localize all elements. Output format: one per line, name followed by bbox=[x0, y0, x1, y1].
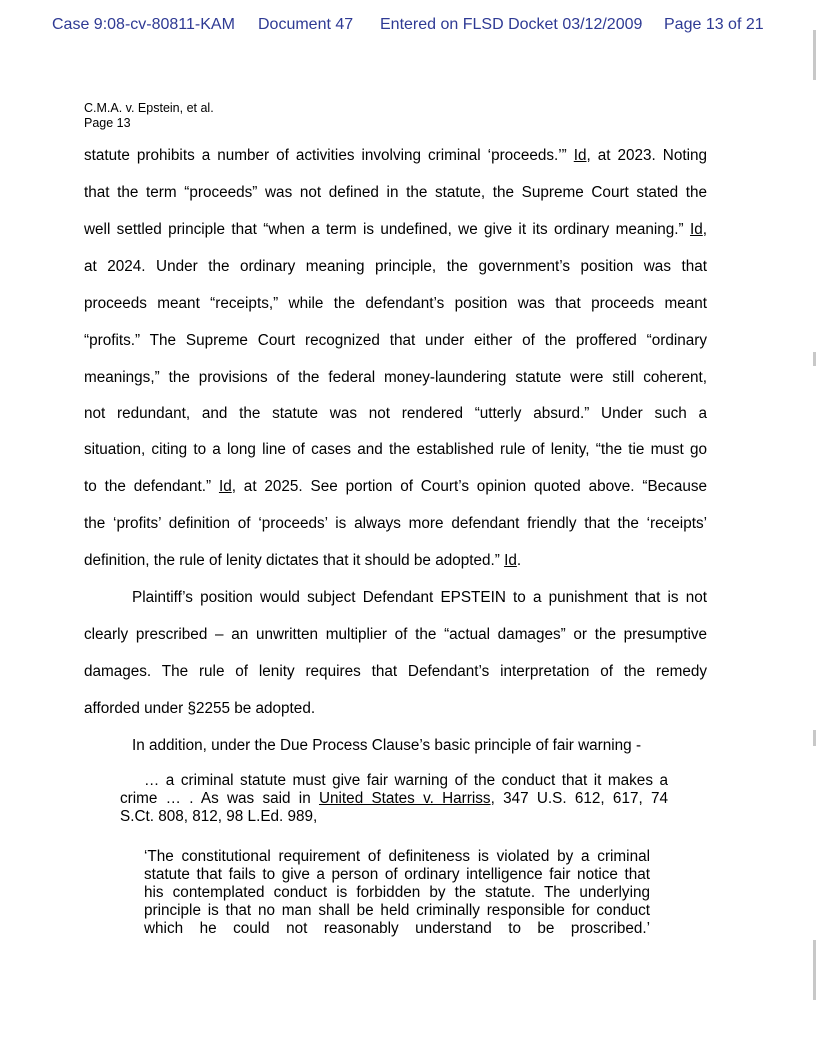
text-line: at 2024. Under the ordinary meaning principle, the government’s position was that bbox=[84, 258, 707, 275]
quote-line: which he could not reasonably understand to be proscribed.’ bbox=[144, 920, 650, 937]
text-line: definition, the rule of lenity dictates that it should be adopted.” Id. bbox=[84, 552, 522, 569]
text-line: “profits.” The Supreme Court recognized that under either of the proffered “ordinary bbox=[84, 332, 707, 349]
document-number: Document 47 bbox=[258, 16, 354, 33]
quote-line: S.Ct. 808, 812, 98 L.Ed. 989, bbox=[120, 808, 318, 825]
page-count: Page 13 of 21 bbox=[664, 16, 764, 33]
text-line: well settled principle that “when a term is undefined, we give it its ordinary meaning.” Id, bbox=[84, 221, 707, 238]
text-line: statute prohibits a number of activities involving criminal ‘proceeds.’” Id, at 2023. Noting bbox=[84, 147, 707, 164]
text-line: not redundant, and the statute was not rendered “utterly absurd.” Under such a bbox=[84, 405, 707, 422]
text-line: afforded under §2255 be adopted. bbox=[84, 700, 316, 717]
quote-line: crime … . As was said in United States v. Harriss, 347 U.S. 612, 617, 74 bbox=[120, 790, 668, 807]
text-line: damages. The rule of lenity requires that Defendant’s interpretation of the remedy bbox=[84, 663, 707, 680]
docket-header bbox=[0, 16, 816, 40]
text-line: that the term “proceeds” was not defined in the statute, the Supreme Court stated the bbox=[84, 184, 707, 201]
page-label: Page 13 bbox=[84, 116, 131, 130]
text-line: the ‘profits’ definition of ‘proceeds’ is always more defendant friendly that the ‘receipts’ bbox=[84, 515, 707, 532]
text-line: to the defendant.” Id, at 2025. See portion of Court’s opinion quoted above. “Because bbox=[84, 478, 708, 495]
text-line: situation, citing to a long line of cases and the established rule of lenity, “the tie must go bbox=[84, 441, 707, 458]
case-number: Case 9:08-cv-80811-KAM bbox=[52, 16, 235, 33]
quote-line: statute that fails to give a person of ordinary intelligence fair notice that bbox=[144, 866, 650, 883]
quote-line: his contemplated conduct is forbidden by the statute. The underlying bbox=[144, 884, 650, 901]
text-line: Plaintiff’s position would subject Defendant EPSTEIN to a punishment that is not bbox=[132, 589, 707, 606]
docket-entry-date: Entered on FLSD Docket 03/12/2009 bbox=[380, 16, 643, 33]
running-head bbox=[84, 101, 214, 131]
text-line: meanings,” the provisions of the federal money-laundering statute were still coherent, bbox=[84, 369, 707, 386]
text-line: proceeds meant “receipts,” while the defendant’s position was that proceeds meant bbox=[84, 295, 707, 312]
case-caption: C.M.A. v. Epstein, et al. bbox=[84, 101, 214, 115]
case-citation: United States v. Harriss bbox=[318, 790, 491, 807]
quote-line: … a criminal statute must give fair warning of the conduct that it makes a bbox=[144, 772, 668, 789]
text-line: clearly prescribed – an unwritten multiplier of the “actual damages” or the presumptive bbox=[84, 626, 707, 643]
quote-line: ‘The constitutional requirement of definiteness is violated by a criminal bbox=[144, 848, 650, 865]
quote-line: principle is that no man shall be held criminally responsible for conduct bbox=[144, 902, 650, 919]
text-line: In addition, under the Due Process Clause’s basic principle of fair warning - bbox=[132, 737, 642, 754]
